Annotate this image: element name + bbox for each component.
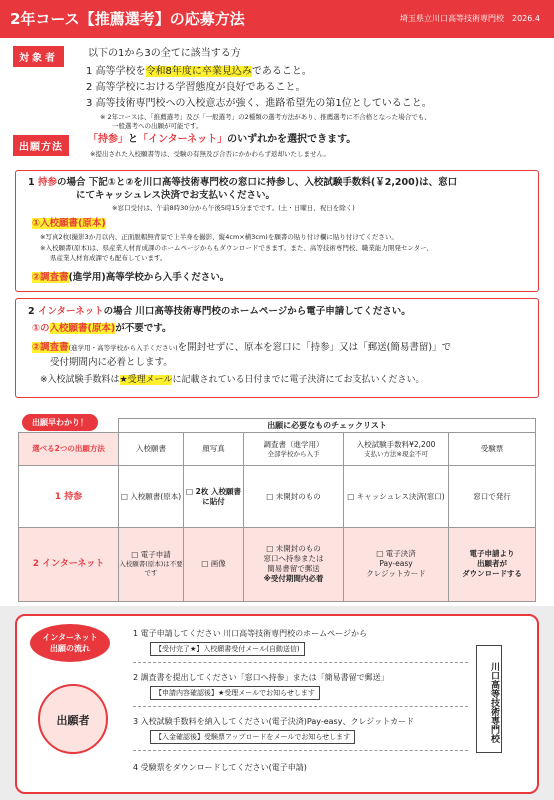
flow-step-2: 2 調査書を提出してください「窓口へ持参」または「簡易書留で郵送」 xyxy=(133,673,389,682)
table-row: 1 持参 □ 入校願書(原本) □ 2枚 入校願書に貼付 □ 未開封のもの □ キャッシュレス決済(窓口) 窓口で発行 xyxy=(19,466,536,528)
col-fee: 入校試験手数料¥2,200 支払い方法※現金不可 xyxy=(344,433,449,466)
bring-item-2: ②調査書(進学用)高等学校から入手ください。 xyxy=(32,272,230,283)
col-application: 入校願書 xyxy=(119,433,184,466)
table-row: 2 インターネット □ 電子申請 入校願書(原本)は不要です □ 画像 □ 未開封のもの 窓口へ持参または 簡易書留で郵送 ※受付期間内必着 □ 電子決済 Pay-easy クレジットカード 電子申請より 出願者が ダウンロードする xyxy=(19,527,536,601)
target-note-1: ※ 2年コースは、「推薦選考」及び「一般選考」の2種類の選考方法があり、推薦選考に不合格となった場合でも、 xyxy=(100,113,431,121)
page-title: 2年コース【推薦選考】の応募方法 xyxy=(10,10,245,28)
method-note: ※提出された入校願書等は、受験の有無及び合否にかかわらず返却いたしません。 xyxy=(90,150,330,158)
net-heading: 2 インターネットの場合 川口高等技術専門校のホームページから電子申請してください。 xyxy=(28,306,411,317)
target-label: 対象者 xyxy=(13,46,64,67)
target-item-2: 2 高等学校における学習態度が良好であること。 xyxy=(86,82,306,93)
flow-step-4: 4 受験票をダウンロードしてください(電子申請) xyxy=(133,763,307,772)
flow-badge: インターネット 出願の流れ xyxy=(30,624,110,662)
bring-hours-note: ※窓口受付は、午前8時30分から午後5時15分までです。(土・日曜日、祝日を除く) xyxy=(112,204,355,212)
flow-step-3: 3 入校試験手数料を納入してください(電子決済)Pay-easy、クレジットカード xyxy=(133,717,415,726)
col-method: 選べる2つの出願方法 xyxy=(19,433,119,466)
bring-heading: 1 持参の場合 下記①と②を川口高等技術専門校の窓口に持参し、入校試験手数料(￥2,200)は、窓口 xyxy=(28,177,458,188)
divider xyxy=(133,662,468,663)
checklist-title: 出願に必要なものチェックリスト xyxy=(119,419,536,433)
target-note-2: 一般選考への出願が可能です。 xyxy=(112,122,203,130)
target-intro: 以下の1から3の全てに該当する方 xyxy=(88,48,241,59)
net-line-4: ※入校試験手数料は★受理メールに記載されている日付までに電子決済にてお支払いください。 xyxy=(40,375,425,385)
col-photo: 顔写真 xyxy=(184,433,244,466)
checklist-table xyxy=(18,418,536,602)
flow-step-3-mail: 【入金確認後】受験票アップロードをメールでお知らせします xyxy=(150,730,355,744)
bring-heading-2: にてキャッシュレス決済でお支払いください。 xyxy=(76,190,276,201)
bring-note-1: ※写真2枚(撮影3か月以内、正面脱帽無背景で上半身を撮影、縦4cm×横3cm)を願書の貼り付け欄に貼り付けてください。 xyxy=(40,233,398,241)
bring-item-1: ①入校願書(原本) xyxy=(32,218,106,229)
bring-note-3: 県産業人材育成課でも配布しています。 xyxy=(50,254,167,262)
applicant-circle: 出願者 xyxy=(38,684,108,754)
target-item-3: 3 高等技術専門校への入校意志が強く、進路希望先の第1位としていること。 xyxy=(86,98,432,109)
school-box: 川口高等技術専門校 xyxy=(476,645,502,753)
net-line-3: 受付期間内に必着とします。 xyxy=(50,357,173,368)
checklist-badge: 出願早わかり！ xyxy=(22,414,98,431)
target-item-1: 1 高等学校を令和8年度に卒業見込みであること。 xyxy=(86,66,312,77)
flow-step-1-mail: 【受付完了★】入校願書受付メール(自動送信) xyxy=(150,642,305,656)
bring-note-2: ※入校願書(原本)は、県産業人材育成課のホームページからもダウンロードできます。また、高等技術専門校、職業能力開発センター、 xyxy=(40,244,433,252)
method-label: 出願方法 xyxy=(13,135,69,156)
flow-step-2-mail: 【申請内容確認後】★受理メールでお知らせします xyxy=(150,686,320,700)
net-line-2: ②調査書(進学用・高等学校から入手ください)を開封せずに、原本を窓口に「持参」又は「郵送(簡易書留)」で xyxy=(32,342,452,353)
flow-step-1: 1 電子申請してください 川口高等技術専門校のホームページから xyxy=(133,629,368,638)
col-exam-ticket: 受験票 xyxy=(449,433,536,466)
school-name: 埼玉県立川口高等技術専門校 2026.4 xyxy=(400,14,540,23)
method-line: 「持参」と「インターネット」のいずれかを選択できます。 xyxy=(88,134,357,145)
net-line-1: ①の入校願書(原本)が不要です。 xyxy=(32,323,172,334)
col-report: 調査書（進学用） 全部学校から入手 xyxy=(244,433,344,466)
divider xyxy=(133,706,468,707)
divider xyxy=(133,750,468,751)
header-banner xyxy=(0,0,554,38)
